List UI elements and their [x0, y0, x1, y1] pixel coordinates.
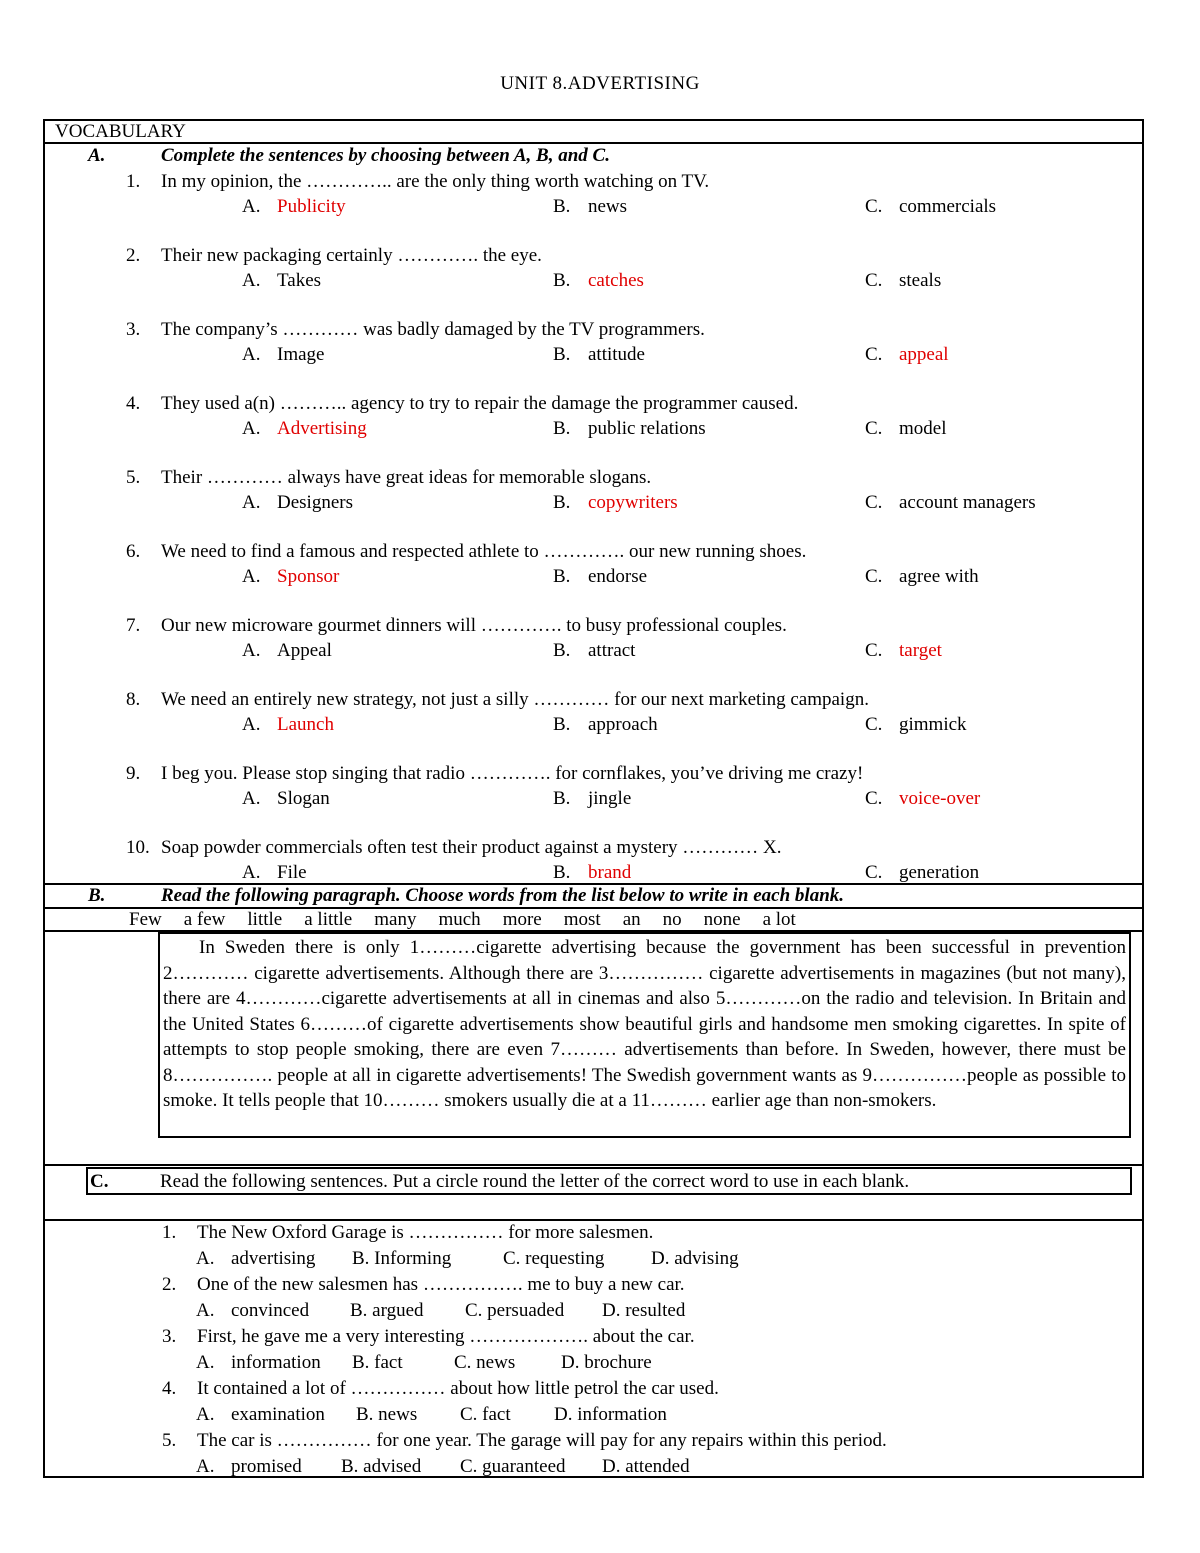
option-d: D. advising [651, 1248, 739, 1269]
question-text: We need to find a famous and respected athlete to …………. our new running shoes. [161, 541, 807, 562]
question-text: The company’s ………… was badly damaged by the TV programmers. [161, 319, 705, 340]
word-list-item: Few [129, 909, 162, 930]
option-c: C. news [454, 1352, 516, 1373]
word-list-item: many [374, 909, 417, 930]
section-c-letter: C. [90, 1171, 109, 1192]
option-a: Designers [277, 492, 353, 513]
question-text: Our new microware gourmet dinners will …………. to busy professional couples. [161, 615, 787, 636]
option-d: D. attended [602, 1456, 690, 1477]
question-number: 6. [126, 541, 141, 562]
option-letter-b: B. [553, 196, 571, 217]
option-c: commercials [899, 196, 997, 217]
option-letter-b: B. [553, 566, 571, 587]
question-text: I beg you. Please stop singing that radio …………. for cornflakes, you’ve driving me crazy! [161, 763, 864, 784]
option-c: C. fact [460, 1404, 511, 1425]
option-letter-b: B. [553, 714, 571, 735]
vocabulary-label: VOCABULARY [55, 121, 186, 142]
option-c: C. guaranteed [460, 1456, 566, 1477]
option-letter-a: A. [242, 492, 261, 513]
option-letter-a: A. [242, 862, 261, 883]
word-list-item: an [622, 909, 641, 930]
option-letter-c: C. [865, 862, 883, 883]
option-a: Takes [277, 270, 322, 291]
option-letter-a: A. [196, 1248, 215, 1269]
option-letter-a: A. [242, 418, 261, 439]
option-letter-c: C. [865, 640, 883, 661]
question-number: 1. [162, 1222, 177, 1243]
option-a: Image [277, 344, 325, 365]
option-letter-c: C. [865, 344, 883, 365]
option-letter-a: A. [242, 714, 261, 735]
question-text: First, he gave me a very interesting ………………. about the car. [197, 1326, 695, 1347]
option-a: Publicity [277, 196, 346, 217]
option-letter-b: B. [553, 788, 571, 809]
question-number: 5. [126, 467, 141, 488]
option-b: approach [588, 714, 658, 735]
word-list-item: no [662, 909, 682, 930]
option-b: attitude [588, 344, 645, 365]
question-number: 4. [126, 393, 141, 414]
option-a: Launch [277, 714, 334, 735]
option-d: D. brochure [561, 1352, 652, 1373]
option-c: steals [899, 270, 942, 291]
option-a: advertising [231, 1248, 316, 1269]
option-letter-a: A. [196, 1404, 215, 1425]
section-b-instruction: Read the following paragraph. Choose words from the list below to write in each blank. [161, 885, 845, 906]
option-b: catches [588, 270, 644, 291]
word-list-item: a little [304, 909, 353, 930]
option-c: C. requesting [503, 1248, 605, 1269]
option-c: C. persuaded [465, 1300, 565, 1321]
word-list-item: much [438, 909, 481, 930]
question-text: The car is …………… for one year. The garage will pay for any repairs within this period. [197, 1430, 887, 1451]
option-letter-a: A. [242, 640, 261, 661]
option-c: agree with [899, 566, 979, 587]
question-text: The New Oxford Garage is …………… for more salesmen. [197, 1222, 654, 1243]
option-b: endorse [588, 566, 648, 587]
option-b: brand [588, 862, 632, 883]
word-list-item: most [563, 909, 601, 930]
question-number: 2. [126, 245, 141, 266]
option-b: jingle [588, 788, 632, 809]
option-d: D. information [554, 1404, 667, 1425]
option-letter-b: B. [553, 862, 571, 883]
question-text: We need an entirely new strategy, not just a silly ………… for our next marketing campaign. [161, 689, 869, 710]
question-number: 3. [162, 1326, 177, 1347]
option-c: appeal [899, 344, 949, 365]
question-number: 2. [162, 1274, 177, 1295]
option-letter-a: A. [242, 196, 261, 217]
option-b: public relations [588, 418, 706, 439]
option-d: D. resulted [602, 1300, 686, 1321]
option-letter-a: A. [242, 788, 261, 809]
option-letter-a: A. [242, 344, 261, 365]
option-letter-b: B. [553, 270, 571, 291]
option-letter-c: C. [865, 270, 883, 291]
option-a: Slogan [277, 788, 330, 809]
option-b: B. advised [341, 1456, 422, 1477]
option-b: B. Informing [352, 1248, 452, 1269]
section-a-instruction: Complete the sentences by choosing between A, B, and C. [161, 145, 610, 166]
option-c: voice-over [899, 788, 981, 809]
option-letter-a: A. [196, 1300, 215, 1321]
word-list-item: more [502, 909, 542, 930]
question-text: It contained a lot of …………… about how little petrol the car used. [197, 1378, 719, 1399]
question-text: One of the new salesmen has ……………. me to buy a new car. [197, 1274, 685, 1295]
option-c: model [899, 418, 947, 439]
word-list-item: little [247, 909, 283, 930]
option-b: copywriters [588, 492, 678, 513]
option-b: B. news [356, 1404, 418, 1425]
question-number: 7. [126, 615, 141, 636]
option-letter-c: C. [865, 788, 883, 809]
option-a: Sponsor [277, 566, 340, 587]
option-a: File [277, 862, 307, 883]
passage-box [158, 932, 1131, 1138]
option-a: convinced [231, 1300, 310, 1321]
option-b: B. argued [350, 1300, 424, 1321]
option-c: gimmick [899, 714, 967, 735]
option-a: information [231, 1352, 321, 1373]
option-a: examination [231, 1404, 325, 1425]
option-letter-a: A. [242, 566, 261, 587]
word-list [129, 908, 818, 932]
option-b: B. fact [352, 1352, 403, 1373]
option-c: account managers [899, 492, 1036, 513]
question-text: They used a(n) ……….. agency to try to repair the damage the programmer caused. [161, 393, 799, 414]
word-list-item: a lot [762, 909, 796, 930]
option-letter-c: C. [865, 566, 883, 587]
option-a: promised [231, 1456, 302, 1477]
option-letter-c: C. [865, 492, 883, 513]
option-c: target [899, 640, 942, 661]
option-letter-a: A. [196, 1456, 215, 1477]
rule-section-c-top [43, 1164, 1142, 1166]
question-text: Their ………… always have great ideas for memorable slogans. [161, 467, 652, 488]
option-letter-a: A. [242, 270, 261, 291]
section-b-letter: B. [88, 885, 106, 906]
question-number: 4. [162, 1378, 177, 1399]
passage-text: In Sweden there is only 1………cigarette advertising because the government has been successful in prevention 2………… cigarette advertisements. Although there are 3…………… cigarette advertisements in magazines (but not many), there are 4…………cigarette advertisements at all in cinemas and also 5…………on the radio and television. In Britain and the United States 6………of cigarette advertisements show beautiful girls and handsome men smoking cigarettes. In spite of attempts to stop people smoking, there are even 7……… advertisements than before. In Sweden, however, there must be 8……………. people at all in cigarette advertisements! The Swedish government wants as 9……………people as possible to smoke. It tells people that 10……… smokers usually die at a 11……… earlier age than non-smokers. [163, 937, 1126, 1111]
question-number: 8. [126, 689, 141, 710]
option-c: generation [899, 862, 980, 883]
option-letter-b: B. [553, 344, 571, 365]
question-number: 3. [126, 319, 141, 340]
option-a: Advertising [277, 418, 367, 439]
question-text: Their new packaging certainly …………. the eye. [161, 245, 542, 266]
option-b: news [588, 196, 628, 217]
section-a-letter: A. [88, 145, 106, 166]
page-title: UNIT 8.ADVERTISING [500, 73, 700, 94]
question-text: Soap powder commercials often test their product against a mystery ………… X. [161, 837, 782, 858]
option-letter-b: B. [553, 640, 571, 661]
option-b: attract [588, 640, 636, 661]
question-text: In my opinion, the ………….. are the only thing worth watching on TV. [161, 171, 710, 192]
question-number: 10. [126, 837, 150, 858]
question-number: 5. [162, 1430, 177, 1451]
question-number: 1. [126, 171, 141, 192]
word-list-item: none [703, 909, 741, 930]
option-letter-b: B. [553, 492, 571, 513]
option-letter-a: A. [196, 1352, 215, 1373]
option-letter-c: C. [865, 418, 883, 439]
option-letter-c: C. [865, 714, 883, 735]
option-letter-c: C. [865, 196, 883, 217]
option-letter-b: B. [553, 418, 571, 439]
word-list-item: a few [183, 909, 226, 930]
rule-top [43, 119, 1142, 121]
question-number: 9. [126, 763, 141, 784]
option-a: Appeal [277, 640, 332, 661]
section-c-instruction: Read the following sentences. Put a circle round the letter of the correct word to use in each blank. [160, 1171, 910, 1192]
